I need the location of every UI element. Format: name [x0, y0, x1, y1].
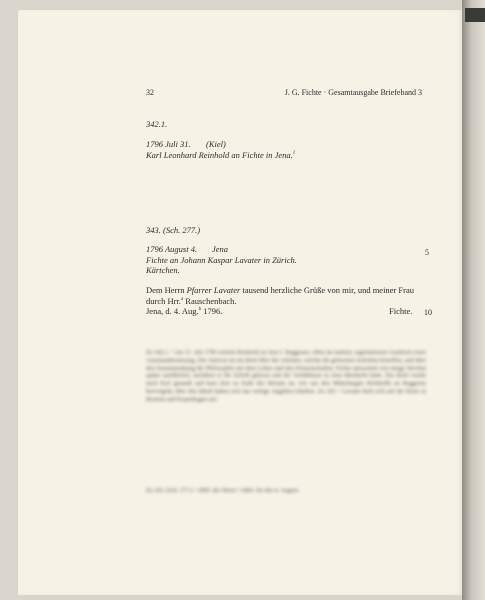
letter-closing: [146, 306, 222, 316]
signature: Fichte.: [389, 306, 413, 316]
body-text: durch Hrr.: [146, 296, 181, 306]
letter-343-place: Jena: [212, 244, 229, 254]
footnote-mark: 1: [292, 151, 296, 157]
body-text: Rauschenbach.: [183, 296, 237, 306]
letter-343-date: 1796 August 4.: [146, 244, 198, 254]
letter-342-date: 1796 Juli 31.: [146, 139, 191, 149]
letter-342-place: (Kiel): [206, 139, 226, 149]
line-number-5: 5: [425, 248, 429, 257]
apparatus-mark: b: [198, 307, 202, 313]
letter-342-number: 342.1.: [146, 119, 168, 129]
letter-body-line-2: [146, 296, 237, 306]
apparatus-notes: Zu 343. (Sch. 277.) ᵃ ABH. der Herrn ᵇ ABH. für den 4. August.: [146, 488, 300, 494]
running-title: J. G. Fichte · Gesamtausgabe Briefeband 3: [284, 88, 422, 97]
letter-342-parties: [146, 150, 295, 160]
body-text: tausend herzliche Grüße von mir, und meiner Frau: [240, 285, 414, 295]
letter-343-number: 343. (Sch. 277.): [146, 225, 201, 235]
commentary-notes: Zu 342.1. ¹ Am 31. Juli 1796 schrieb Reinhold an Jens I. Baggesen, offen im starken, ergebnislosen Ausdruck einer Auseinandersetzung. Die Antwort ist ein Brief über die Arbeiten, welche die gelesenen Schriften betreffen, und über den Zusammenhang der Philosophie mit dem Leben und den Wissenschaften. Fichte antwortete erst einige Wochen später ausführlich, nachdem er die Schrift gelesen und die Verhältnisse in Jena überdacht hatte. Der Brief wurde nach Kiel gesandt und kam dort zu Ende des Monats an, wie aus den Mitteilungen Reinholds an Baggesen hervorgeht; über den Inhalt haben sich nur wenige Angaben erhalten. Zu 343. ¹ Lavater hielt sich auf der Reise in Bremen und Kopenhagen auf.: [146, 350, 426, 403]
closing-text: Jena, d. 4. Aug.: [146, 306, 199, 316]
spine-corner: [465, 8, 485, 22]
closing-text: 1796.: [201, 306, 223, 316]
body-text: Dem Herrn: [146, 285, 187, 295]
apparatus-mark: a: [180, 297, 184, 303]
letter-343-parties: Fichte an Johann Kaspar Lavater in Zürich.: [146, 255, 297, 265]
recipient-name: Pfarrer Lavater: [186, 285, 241, 295]
book-spine: [462, 0, 485, 600]
letter-body-line-1: [146, 285, 414, 295]
line-number-10: 10: [424, 308, 432, 317]
book-page: [18, 10, 462, 595]
letter-342-parties-text: Karl Leonhard Reinhold an Fichte in Jena.: [146, 150, 293, 160]
page-number: 32: [146, 88, 154, 97]
letter-343-source: Kärtchen.: [146, 265, 180, 275]
